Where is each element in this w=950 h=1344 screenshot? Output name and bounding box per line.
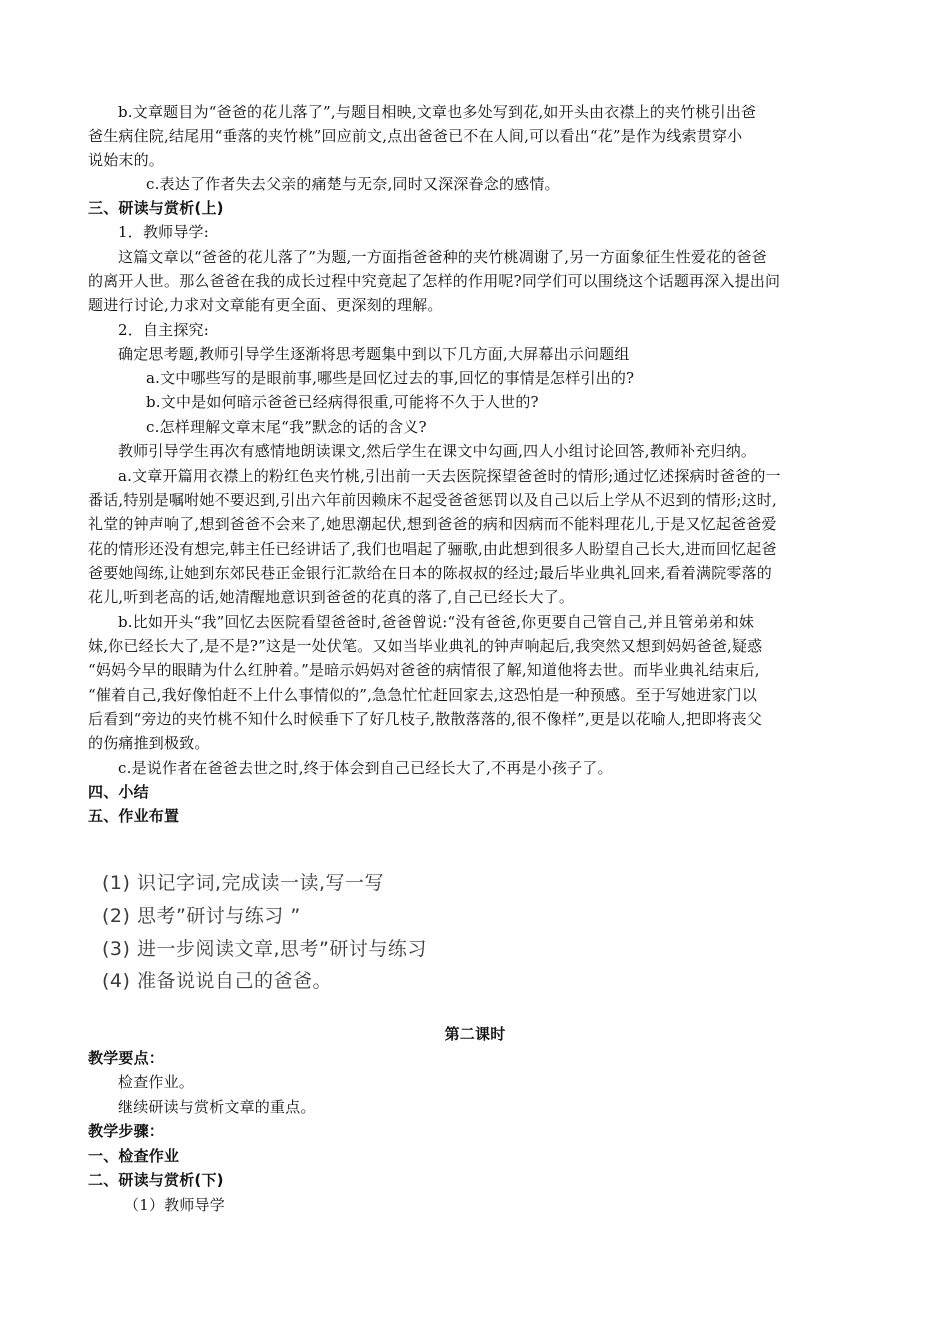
paragraph-line: c.是说作者在爸爸去世之时,终于体会到自己已经长大了,不再是小孩子了。 <box>118 759 613 777</box>
paragraph-line: 花儿,听到老高的话,她清醒地意识到爸爸的花真的落了,自己已经长大了。 <box>88 588 575 606</box>
paragraph-line: 的离开人世。那么爸爸在我的成长过程中究竟起了怎样的作用呢?同学们可以围绕这个话题再深入提出问 <box>88 272 781 290</box>
paragraph-line: 礼堂的钟声响了,想到爸爸不会来了,她思潮起伏,想到爸爸的病和因病而不能料理花儿,于是又忆起爸爸爱 <box>88 515 777 533</box>
paragraph-line: 的伤痛推到极致。 <box>88 734 210 752</box>
paragraph-line: c.表达了作者失去父亲的痛楚与无奈,同时又深深眷念的感情。 <box>146 175 560 193</box>
subheading: 2．自主探究: <box>118 321 209 339</box>
paragraph-line: 番话,特别是嘱咐她不要迟到,引出六年前因赖床不起受爸爸惩罚以及自己以后上学从不迟到的情形;这时, <box>88 491 777 509</box>
paragraph-line: 教师引导学生再次有感情地朗读课文,然后学生在课文中勾画,四人小组讨论回答,教师补充归纳。 <box>118 442 757 460</box>
question-item: a.文中哪些写的是眼前事,哪些是回忆过去的事,回忆的事情是怎样引出的? <box>146 369 635 387</box>
homework-item: (3) 进一步阅读文章,思考”研讨与练习 <box>102 938 427 960</box>
paragraph-line: 花的情形还没有想完,韩主任已经讲话了,我们也唱起了骊歌,由此想到很多人盼望自己长大,进而回忆起爸 <box>88 540 777 558</box>
question-item: c.怎样理解文章末尾“我”默念的话的含义? <box>146 418 427 436</box>
homework-item: (1) 识记字词,完成读一读,写一写 <box>102 872 385 894</box>
section-heading: 一、检查作业 <box>88 1147 180 1165</box>
section-heading: 教学要点： <box>88 1049 165 1067</box>
section-heading: 教学步骤： <box>88 1122 165 1140</box>
paragraph-line: b.比如开头“我”回忆去医院看望爸爸时,爸爸曾说:“没有爸爸,你更要自己管自己,并且管弟弟和妹 <box>118 613 755 631</box>
homework-item: (2) 思考”研讨与练习 ” <box>102 905 301 927</box>
lesson-title: 第二课时 <box>444 1025 506 1043</box>
paragraph-line: 爸生病住院,结尾用“垂落的夹竹桃”回应前文,点出爸爸已不在人间,可以看出“花”是作为线索贯穿小 <box>88 127 743 145</box>
paragraph-line: 爸要她闯练,让她到东郊民巷正金银行汇款给在日本的陈叔叔的经过;最后毕业典礼回来,看着满院零落的 <box>88 564 772 582</box>
paragraph-line: a.文章开篇用衣襟上的粉红色夹竹桃,引出前一天去医院探望爸爸时的情形;通过忆述探病时爸爸的一 <box>118 467 781 485</box>
paragraph-line: 题进行讨论,力求对文章能有更全面、更深刻的理解。 <box>88 296 443 314</box>
paragraph-line: 这篇文章以“爸爸的花儿落了”为题,一方面指爸爸种的夹竹桃凋谢了,另一方面象征生性爱花的爸爸 <box>118 248 767 266</box>
section-heading: 四、小结 <box>88 783 149 801</box>
paragraph-line: “妈妈今早的眼睛为什么红肿着。”是暗示妈妈对爸爸的病情很了解,知道他将去世。而毕业典礼结束后, <box>88 661 760 679</box>
homework-item: (4) 准备说说自己的爸爸。 <box>102 970 332 992</box>
paragraph-line: 检查作业。 <box>118 1073 195 1091</box>
subheading: 1．教师导学: <box>118 223 209 241</box>
question-item: b.文中是如何暗示爸爸已经病得很重,可能将不久于人世的? <box>146 393 539 411</box>
paragraph-line: b.文章题目为“爸爸的花儿落了”,与题目相映,文章也多处写到花,如开头由衣襟上的夹竹桃引出爸 <box>118 103 757 121</box>
paragraph-line: “催着自己,我好像怕赶不上什么事情似的”,急急忙忙赶回家去,这恐怕是一种预感。至于写她进家门以 <box>88 686 758 704</box>
paragraph-line: 说始末的。 <box>88 151 165 169</box>
subheading: （1）教师导学 <box>124 1196 225 1214</box>
paragraph-line: 继续研读与赏析文章的重点。 <box>118 1098 316 1116</box>
paragraph-line: 妹,你已经长大了,是不是?”这是一处伏笔。又如当毕业典礼的钟声响起后,我突然又想到妈妈爸爸,疑惑 <box>88 637 763 655</box>
section-heading: 二、研读与赏析(下) <box>88 1171 224 1189</box>
paragraph-line: 确定思考题,教师引导学生逐渐将思考题集中到以下几方面,大屏幕出示问题组 <box>118 345 630 363</box>
section-heading: 五、作业布置 <box>88 807 180 825</box>
section-heading: 三、研读与赏析(上) <box>88 199 224 217</box>
paragraph-line: 后看到“旁边的夹竹桃不知什么时候垂下了好几枝子,散散落落的,很不像样”,更是以花喻人,把即将丧父 <box>88 710 763 728</box>
